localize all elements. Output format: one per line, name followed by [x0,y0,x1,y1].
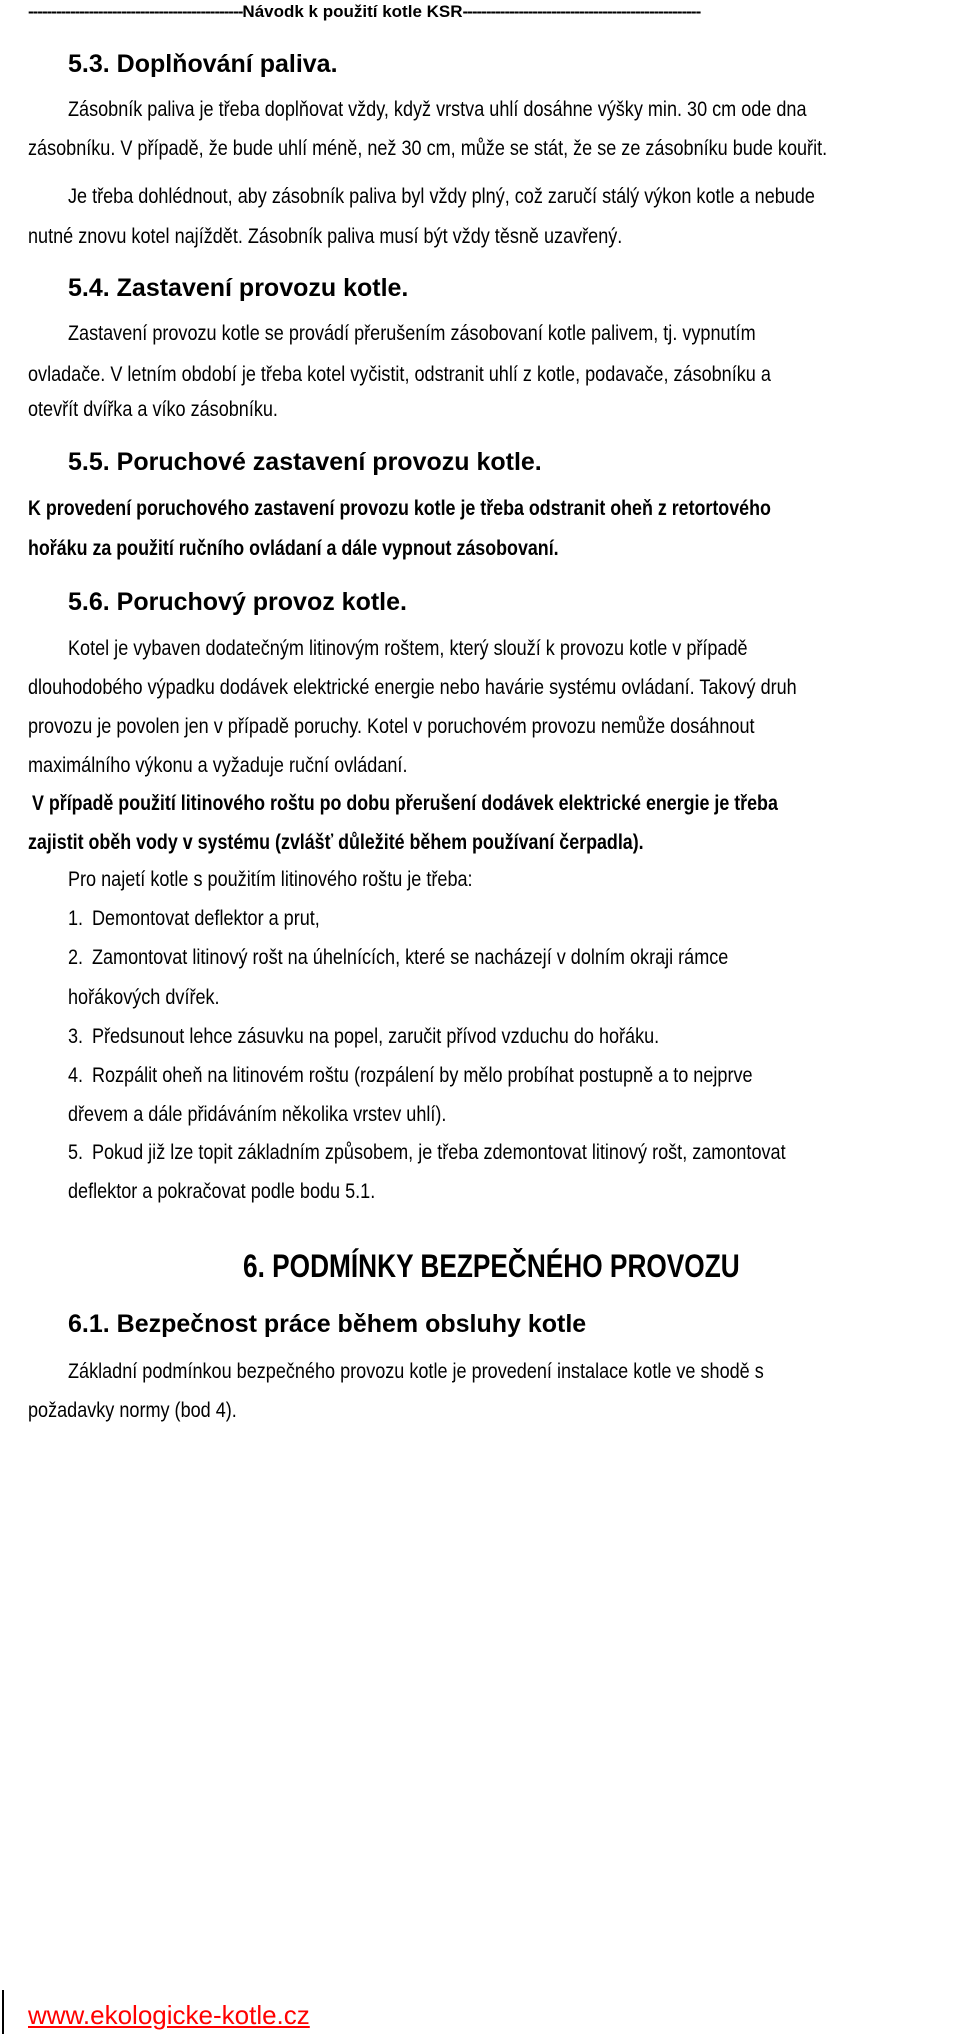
step-text: hořákových dvířek. [68,986,220,1009]
step-text: Zamontovat litinový rošt na úhelnících, které se nacházejí v dolním okraji rámce [91,946,729,969]
step-text: deflektor a pokračovat podle bodu 5.1. [68,1180,376,1203]
list-item [68,1026,659,1047]
step-number: 5. [68,1141,84,1164]
s53-line-4: nutné znovu kotel najíždět. Zásobník paliva musí být vždy těsně uzavřený. [28,225,623,248]
s54-line-2: ovladače. V letním období je třeba kotel vyčistit, odstranit uhlí z kotle, podavače, zásobníku a [28,363,771,386]
s53-line-2: zásobníku. V případě, že bude uhlí méně, než 30 cm, může se stát, že se ze zásobníku bude kouřit. [28,137,828,160]
s54-line-1: Zastavení provozu kotle se provádí přerušením zásobovaní kotle palivem, tj. vypnutím [68,322,756,345]
heading-6: 6. PODMÍNKY BEZPEČNÉHO PROVOZU [243,1248,740,1284]
list-item [68,1142,786,1163]
step-text: Demontovat deflektor a prut, [91,907,320,930]
step-number: 3. [68,1025,84,1048]
footer-website-link[interactable]: www.ekologicke-kotle.cz [28,2000,310,2030]
list-item [68,947,728,968]
header-left-dashes: ---------------------------------------------- [28,2,243,21]
list-item [68,908,320,929]
heading-5-4: 5.4. Zastavení provozu kotle. [68,274,409,302]
s61-line-2: požadavky normy (bod 4). [28,1399,237,1422]
s56-line-1: Kotel je vybaven dodatečným litinovým roštem, který slouží k provozu kotle v případě [68,637,748,660]
step-number: 1. [68,907,84,930]
step-number: 2. [68,946,84,969]
heading-5-6: 5.6. Poruchový provoz kotle. [68,588,407,616]
s56-bold-line-2: zajistit oběh vody v systému (zvlášť důležité během používaní čerpadla). [28,831,644,854]
header-right-dashes: --------------------------------------------------- [462,2,701,21]
s56-line-4: maximálního výkonu a vyžaduje ruční ovládaní. [28,754,408,777]
step-text: Pokud již lze topit základním způsobem, je třeba zdemontovat litinový rošt, zamontovat [91,1141,786,1164]
step-text: Rozpálit oheň na litinovém roštu (rozpálení by mělo probíhat postupně a to nejprve [91,1064,753,1087]
heading-6-1: 6.1. Bezpečnost práce během obsluhy kotle [68,1310,587,1338]
s54-line-3: otevřít dvířka a víko zásobníku. [28,398,278,421]
step-text: dřevem a dále přidáváním několika vrstev uhlí). [68,1103,447,1126]
s56-line-3: provozu je povolen jen v případě poruchy. Kotel v poruchovém provozu nemůže dosáhnout [28,715,755,738]
step-number: 4. [68,1064,84,1087]
s56-bold-line-1: V případě použití litinového roštu po dobu přerušení dodávek elektrické energie je třeba [32,792,778,815]
s55-line-1: K provedení poruchového zastavení provozu kotle je třeba odstranit oheň z retortového [28,497,771,520]
footer-divider [2,1990,4,2034]
header-title: Návodk k použití kotle KSR [242,2,463,21]
step-text: Předsunout lehce zásuvku na popel, zaručit přívod vzduchu do hořáku. [91,1025,660,1048]
page-header [28,2,960,22]
s53-line-3: Je třeba dohlédnout, aby zásobník paliva byl vždy plný, což zaručí stálý výkon kotle a nebude [68,185,815,208]
s61-line-1: Základní podmínkou bezpečného provozu kotle je provedení instalace kotle ve shodě s [68,1360,764,1383]
s53-line-1: Zásobník paliva je třeba doplňovat vždy, když vrstva uhlí dosáhne výšky min. 30 cm ode dna [68,98,807,121]
list-item-continuation [68,1104,446,1125]
list-item-continuation [68,1181,375,1202]
list-item-continuation [68,987,220,1008]
heading-5-3: 5.3. Doplňování paliva. [68,50,338,78]
s56-line-2: dlouhodobého výpadku dodávek elektrické energie nebo havárie systému ovládaní. Takový druh [28,676,797,699]
list-item [68,1065,753,1086]
s55-line-2: hořáku za použití ručního ovládaní a dále vypnout zásobovaní. [28,537,559,560]
s56-intro: Pro najetí kotle s použitím litinového roštu je třeba: [68,868,473,891]
heading-5-5: 5.5. Poruchové zastavení provozu kotle. [68,448,542,476]
